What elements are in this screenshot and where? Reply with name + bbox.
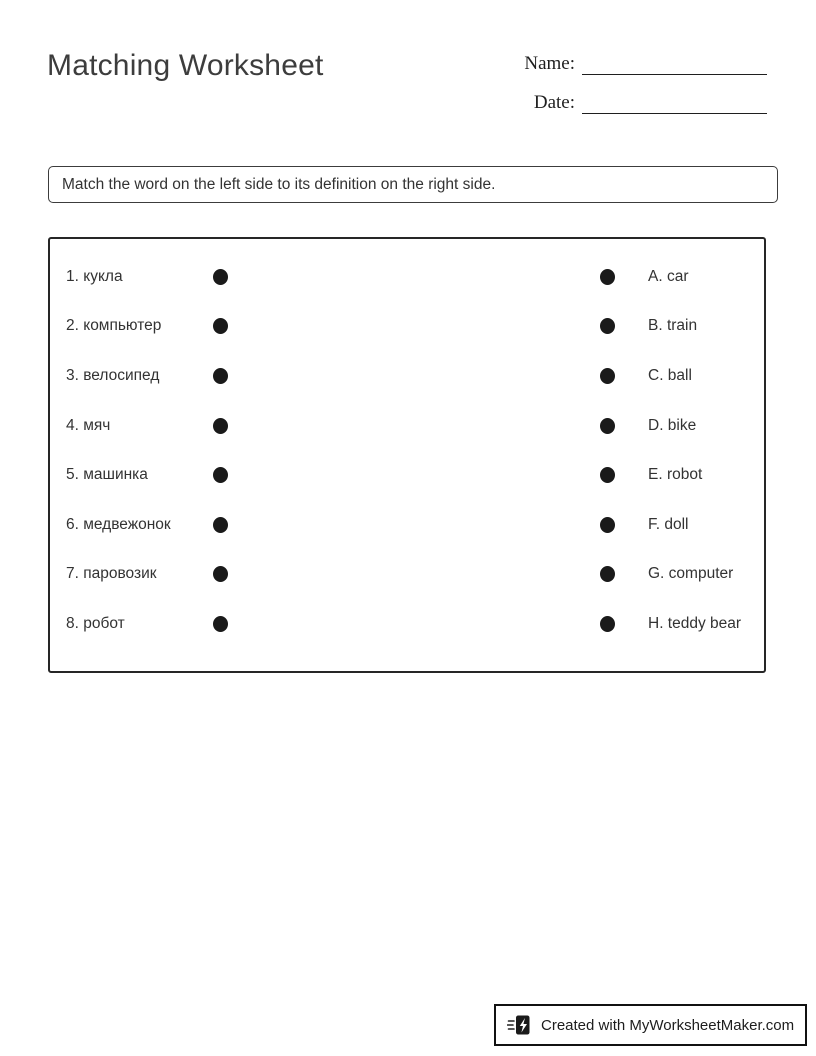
match-row bbox=[50, 302, 764, 352]
right-item-label: B. train bbox=[648, 317, 698, 335]
matching-exercise-box bbox=[48, 237, 766, 673]
right-item-label: G. computer bbox=[648, 565, 734, 583]
left-item-label: 2. компьютер bbox=[66, 317, 162, 335]
date-label: Date: bbox=[533, 92, 575, 113]
left-match-dot[interactable] bbox=[213, 467, 228, 483]
right-item-label: C. ball bbox=[648, 366, 692, 384]
instructions-box bbox=[48, 166, 778, 203]
left-match-dot[interactable] bbox=[213, 368, 228, 384]
match-row bbox=[50, 252, 764, 302]
right-item-label: A. car bbox=[648, 267, 689, 285]
left-match-dot[interactable] bbox=[213, 318, 228, 334]
left-match-dot[interactable] bbox=[213, 566, 228, 582]
right-match-dot[interactable] bbox=[600, 368, 615, 384]
right-match-dot[interactable] bbox=[600, 269, 615, 285]
right-match-dot[interactable] bbox=[600, 616, 615, 632]
match-row bbox=[50, 500, 764, 550]
footer-credit-text[interactable]: Created with MyWorksheetMaker.com bbox=[541, 1016, 795, 1034]
matching-rows bbox=[50, 252, 764, 649]
left-item-label: 7. паровозик bbox=[66, 565, 157, 583]
right-match-dot[interactable] bbox=[600, 517, 615, 533]
right-match-dot[interactable] bbox=[600, 467, 615, 483]
instructions-text: Match the word on the left side to its definition on the right side. bbox=[62, 175, 496, 193]
left-item-label: 5. машинка bbox=[66, 466, 148, 484]
date-input-line[interactable] bbox=[582, 89, 767, 114]
footer-credit-box bbox=[494, 1004, 807, 1046]
match-row bbox=[50, 351, 764, 401]
page-title: Matching Worksheet bbox=[47, 49, 324, 82]
date-field-row bbox=[534, 89, 767, 114]
name-input-line[interactable] bbox=[582, 50, 767, 75]
left-item-label: 8. робот bbox=[66, 614, 125, 632]
right-item-label: E. robot bbox=[648, 466, 703, 484]
right-item-label: D. bike bbox=[648, 416, 697, 434]
right-match-dot[interactable] bbox=[600, 566, 615, 582]
match-row bbox=[50, 450, 764, 500]
left-match-dot[interactable] bbox=[213, 269, 228, 285]
left-item-label: 3. велосипед bbox=[66, 366, 160, 384]
match-row bbox=[50, 599, 764, 649]
left-item-label: 1. кукла bbox=[66, 267, 123, 285]
left-item-label: 4. мяч bbox=[66, 416, 111, 434]
name-field-row bbox=[524, 50, 767, 75]
left-item-label: 6. медвежонок bbox=[66, 515, 171, 533]
right-item-label: F. doll bbox=[648, 515, 689, 533]
name-label: Name: bbox=[524, 53, 575, 74]
left-match-dot[interactable] bbox=[213, 616, 228, 632]
left-match-dot[interactable] bbox=[213, 517, 228, 533]
right-item-label: H. teddy bear bbox=[648, 614, 742, 632]
left-match-dot[interactable] bbox=[213, 418, 228, 434]
right-match-dot[interactable] bbox=[600, 318, 615, 334]
worksheet-maker-logo-icon bbox=[507, 1012, 533, 1038]
match-row bbox=[50, 401, 764, 451]
right-match-dot[interactable] bbox=[600, 418, 615, 434]
match-row bbox=[50, 550, 764, 600]
